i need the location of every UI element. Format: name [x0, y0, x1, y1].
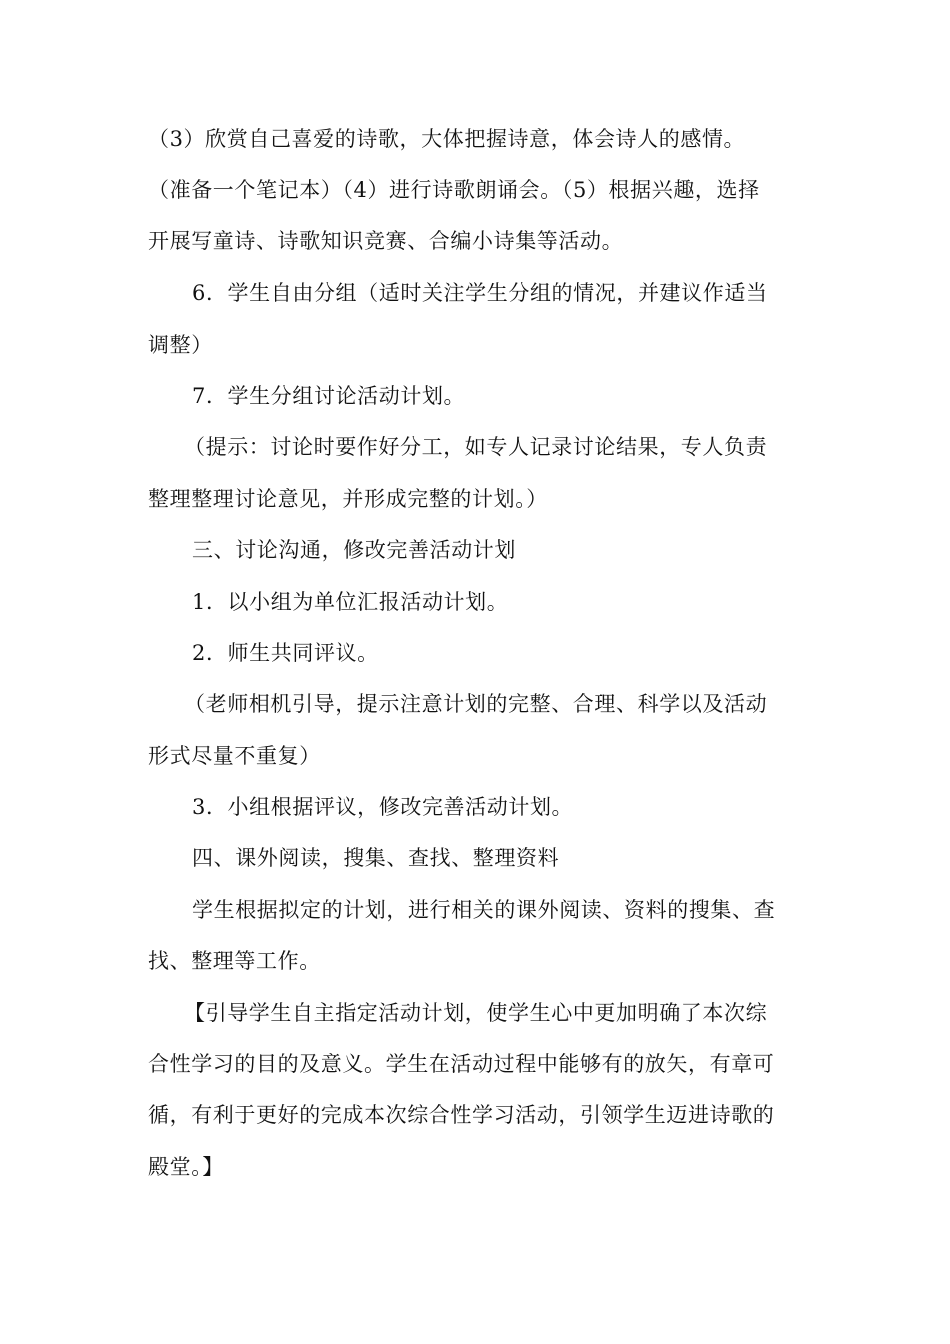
text-line: （3）欣赏自己喜爱的诗歌，大体把握诗意，体会诗人的感情。	[148, 127, 746, 151]
text-line: 形式尽量不重复）	[148, 744, 321, 768]
text-line: 找、整理等工作。	[148, 949, 321, 973]
section-heading: 三、讨论沟通，修改完善活动计划	[192, 538, 516, 562]
text-line: （提示：讨论时要作好分工，如专人记录讨论结果，专人负责	[184, 435, 768, 459]
text-line: 开展写童诗、诗歌知识竞赛、合编小诗集等活动。	[148, 229, 624, 253]
text-line: 2．师生共同评议。	[192, 641, 379, 665]
text-line: （准备一个笔记本）（4）进行诗歌朗诵会。（5）根据兴趣，选择	[148, 178, 760, 202]
text-line: 3．小组根据评议，修改完善活动计划。	[192, 795, 574, 819]
text-line: 合性学习的目的及意义。学生在活动过程中能够有的放矢，有章可	[148, 1052, 775, 1076]
text-line: 整理整理讨论意见，并形成完整的计划。）	[148, 487, 548, 511]
section-heading: 四、课外阅读，搜集、查找、整理资料	[192, 846, 560, 870]
text-line: 7．学生分组讨论活动计划。	[192, 384, 466, 408]
text-line: 调整）	[148, 333, 213, 357]
text-line: 【引导学生自主指定活动计划，使学生心中更加明确了本次综	[184, 1001, 768, 1025]
text-line: 6．学生自由分组（适时关注学生分组的情况，并建议作适当	[192, 281, 768, 305]
text-line: 1．以小组为单位汇报活动计划。	[192, 590, 509, 614]
text-line: 殿堂。】	[148, 1155, 224, 1179]
text-line: 学生根据拟定的计划，进行相关的课外阅读、资料的搜集、查	[192, 898, 776, 922]
text-line: （老师相机引导，提示注意计划的完整、合理、科学以及活动	[184, 692, 768, 716]
text-line: 循，有利于更好的完成本次综合性学习活动，引领学生迈进诗歌的	[148, 1103, 775, 1127]
